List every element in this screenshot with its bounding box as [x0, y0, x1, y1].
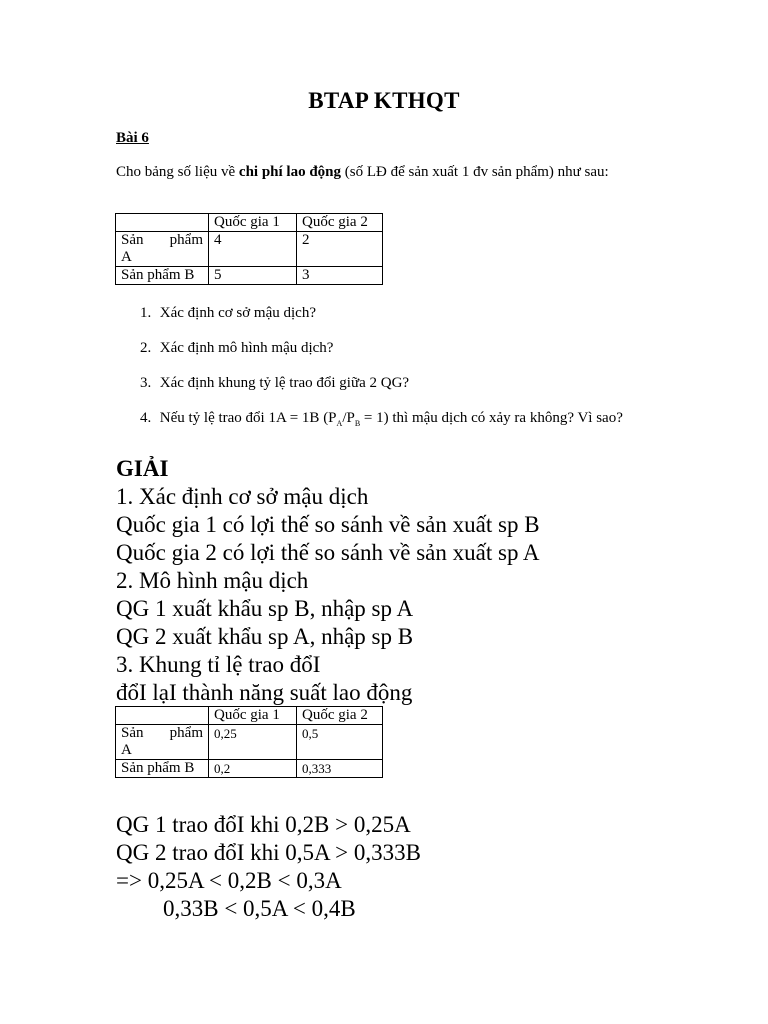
header-country-2: Quốc gia 2: [297, 707, 383, 725]
cell-b-country-2: 3: [297, 267, 383, 285]
subscript: A: [336, 419, 343, 428]
row-label-part: phẩm: [169, 725, 203, 741]
conclusion-line: QG 1 trao đổI khi 0,2B > 0,25A: [116, 812, 411, 837]
subscript: B: [354, 419, 361, 428]
conclusion-line: => 0,25A < 0,2B < 0,3A: [116, 868, 342, 893]
question-text: Xác định mô hình mậu dịch?: [159, 340, 334, 356]
question-number: 1.: [140, 305, 152, 321]
intro-bold-term: chi phí lao động: [238, 164, 342, 180]
row-label-product-b: Sản phẩm B: [116, 760, 209, 778]
question-number: 3.: [140, 375, 152, 391]
row-label-part: phẩm: [169, 232, 203, 248]
conclusion-line: QG 2 trao đổI khi 0,5A > 0,333B: [116, 840, 421, 865]
question-number: 4.: [140, 410, 152, 426]
cell-a-country-1: 0,25: [209, 725, 297, 760]
cell-a-country-2: 2: [297, 232, 383, 267]
list-item: [140, 374, 653, 392]
conclusion-section: [116, 811, 421, 923]
solution-line: QG 1 xuất khẩu sp B, nhập sp A: [116, 596, 414, 621]
table-row: [116, 760, 383, 778]
intro-text-start: Cho bảng số liệu về: [116, 164, 239, 180]
table-corner-cell: [116, 214, 209, 232]
question-text: Nếu tỷ lệ trao đổi 1A = 1B (P: [159, 410, 337, 426]
solution-line: Quốc gia 1 có lợi thế so sánh về sản xuất sp B: [116, 512, 540, 537]
header-country-1: Quốc gia 1: [209, 214, 297, 232]
row-label-product-b: Sản phẩm B: [116, 267, 209, 285]
exercise-heading: Bài 6: [116, 130, 149, 146]
row-label-product-a: [116, 725, 209, 760]
cell-b-country-1: 5: [209, 267, 297, 285]
row-label-part: A: [121, 742, 132, 758]
question-text: /P: [342, 410, 355, 426]
table-row: [116, 267, 383, 285]
conclusion-line: 0,33B < 0,5A < 0,4B: [163, 896, 356, 921]
table-corner-cell: [116, 707, 209, 725]
productivity-table: [115, 706, 383, 778]
table-header-row: [116, 707, 383, 725]
cell-a-country-2: 0,5: [297, 725, 383, 760]
table-row: [116, 232, 383, 267]
solution-line: 2. Mô hình mậu dịch: [116, 568, 309, 593]
cell-b-country-2: 0,333: [297, 760, 383, 778]
labor-cost-table: [115, 213, 383, 285]
header-country-2: Quốc gia 2: [297, 214, 383, 232]
solution-line: đổI lạI thành năng suất lao động: [116, 680, 413, 705]
document-title: BTAP KTHQT: [308, 88, 460, 113]
solution-line: 3. Khung tỉ lệ trao đổI: [116, 652, 321, 677]
question-text: Xác định khung tỷ lệ trao đổi giữa 2 QG?: [159, 375, 410, 391]
intro-text-end: (số LĐ để sản xuất 1 đv sản phẩm) như sau:: [341, 164, 609, 180]
row-label-part: A: [121, 249, 132, 265]
cell-b-country-1: 0,2: [209, 760, 297, 778]
solution-heading: GIẢI: [116, 456, 169, 481]
list-item: [140, 339, 653, 357]
list-item: [140, 304, 653, 322]
table-header-row: [116, 214, 383, 232]
solution-line: QG 2 xuất khẩu sp A, nhập sp B: [116, 624, 414, 649]
row-label-product-a: [116, 232, 209, 267]
question-text: Xác định cơ sở mậu dịch?: [159, 305, 316, 321]
solution-line: Quốc gia 2 có lợi thế so sánh về sản xuất sp A: [116, 540, 540, 565]
question-list: [140, 304, 653, 450]
cell-a-country-1: 4: [209, 232, 297, 267]
list-item: [140, 409, 653, 433]
question-number: 2.: [140, 340, 152, 356]
question-text: = 1) thì mậu dịch có xảy ra không? Vì sao?: [360, 410, 623, 426]
intro-paragraph: [116, 163, 656, 181]
row-label-part: Sản: [121, 725, 144, 741]
solution-line: 1. Xác định cơ sở mậu dịch: [116, 484, 369, 509]
row-label-part: Sản: [121, 232, 144, 248]
solution-section: [116, 455, 540, 707]
header-country-1: Quốc gia 1: [209, 707, 297, 725]
table-row: [116, 725, 383, 760]
